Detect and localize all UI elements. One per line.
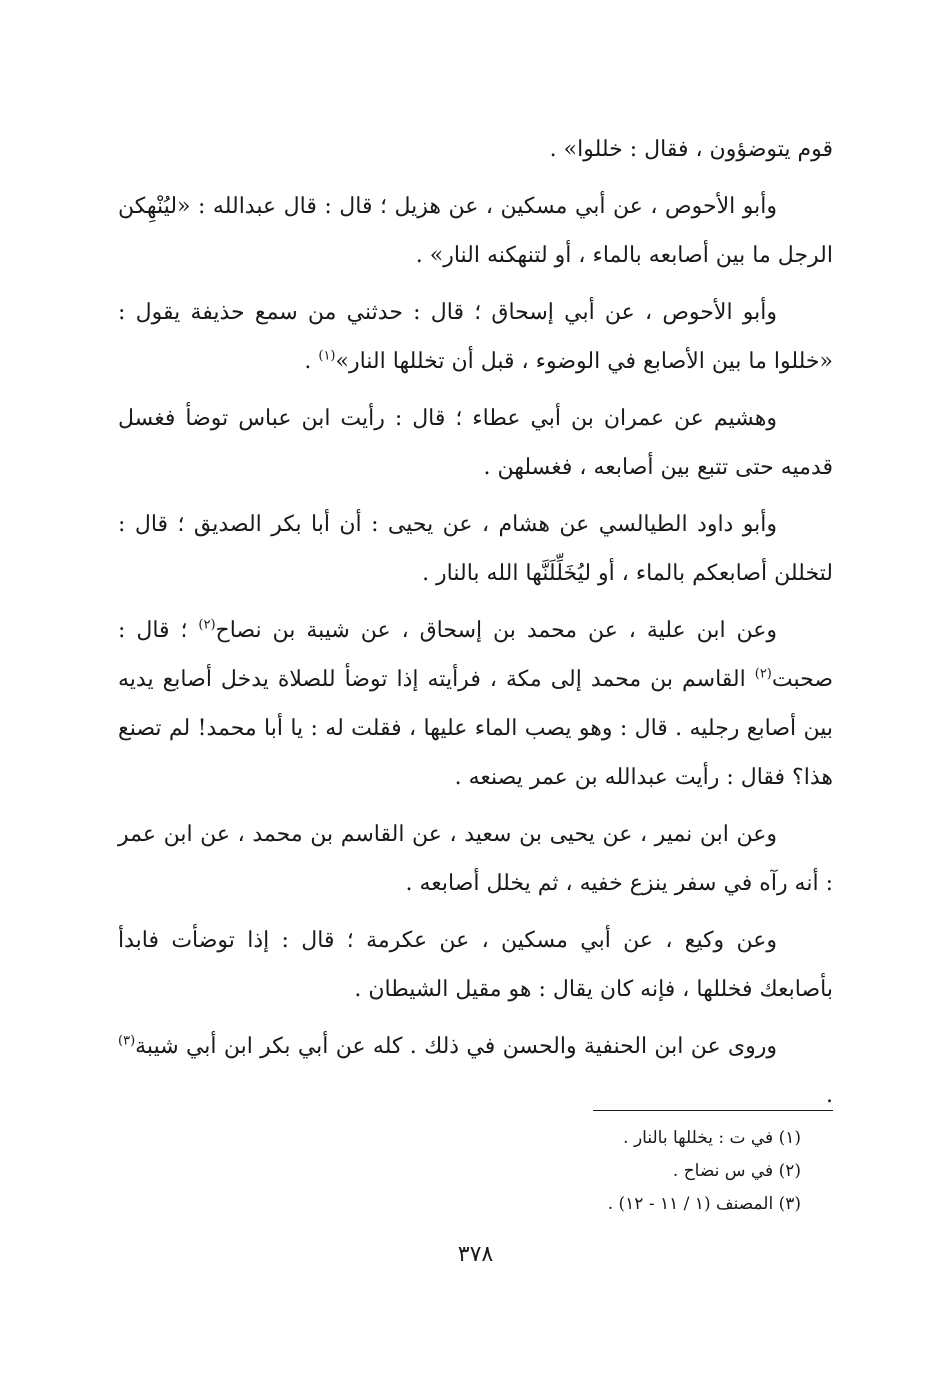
paragraph-4: [118, 394, 833, 492]
footnote-ref: (٢): [198, 617, 216, 633]
paragraph-9: [118, 1022, 833, 1120]
paragraph-text: وأبو داود الطيالسي عن هشام ، عن يحيى : أن أبا بكر الصديق ؛ قال : لتخللن أصابعكم بالماء ، أو ليُخَلِّلَنَّها الله بالنار .: [118, 512, 833, 586]
paragraph-text: وأبو الأحوص ، عن أبي مسكين ، عن هزيل ؛ قال : قال عبدالله : «ليُنْهِكن الرجل ما بين أصابعه بالماء ، أو لتنهكنه النار» .: [118, 194, 833, 268]
footnote-1: (١) في ت : يخللها بالنار .: [623, 1128, 801, 1148]
paragraph-text: وهشيم عن عمران بن أبي عطاء ؛ قال : رأيت ابن عباس توضأ فغسل قدميه حتى تتبع بين أصابعه ، فغسلهن .: [118, 406, 833, 480]
paragraph-text: وروى عن ابن الحنفية والحسن في ذلك . كله عن أبي بكر ابن أبي شيبة: [135, 1034, 777, 1059]
paragraph-6: [118, 606, 833, 802]
main-text: [118, 125, 833, 1128]
paragraph-7: [118, 810, 833, 908]
paragraph-text: قوم يتوضؤون ، فقال : خللوا» .: [549, 137, 833, 162]
paragraph-5: [118, 500, 833, 598]
footnote-separator: [593, 1110, 833, 1111]
footnote-ref: (٢): [754, 666, 772, 682]
paragraph-1: [118, 125, 833, 174]
paragraph-8: [118, 916, 833, 1014]
page-number: ٣٧٨: [457, 1242, 494, 1267]
paragraph-tail: .: [826, 1083, 833, 1108]
paragraph-tail: .: [304, 349, 319, 374]
paragraph-3: [118, 288, 833, 386]
paragraph-text: وعن ابن علية ، عن محمد بن إسحاق ، عن شيبة بن نصاح: [215, 618, 777, 643]
paragraph-2: [118, 182, 833, 280]
paragraph-text: ؛ قال : صحبت: [118, 618, 833, 692]
footnote-3: (٣) المصنف (١ / ١١ - ١٢) .: [607, 1194, 801, 1214]
paragraph-text: وعن وكيع ، عن أبي مسكين ، عن عكرمة ؛ قال : إذا توضأت فابدأ بأصابعك فخللها ، فإنه كان يقال : هو مقيل الشيطان .: [118, 928, 833, 1002]
paragraph-text: القاسم بن محمد إلى مكة ، فرأيته إذا توضأ للصلاة يدخل أصابع يديه بين أصابع رجليه . قال : وهو يصب الماء عليها ، فقلت له : يا أبا محمد! لم تصنع هذا؟ فقال : رأيت عبدالله بن عمر يصنعه .: [118, 667, 833, 790]
paragraph-text: وعن ابن نمير ، عن يحيى بن سعيد ، عن القاسم بن محمد ، عن ابن عمر : أنه رآه في سفر ينزع خفيه ، ثم يخلل أصابعه .: [118, 822, 833, 896]
footnote-ref: (١): [318, 348, 336, 364]
footnotes: [608, 1122, 801, 1221]
footnote-2: (٢) في س نضاح .: [672, 1161, 801, 1181]
paragraph-text: وأبو الأحوص ، عن أبي إسحاق ؛ قال : حدثني من سمع حذيفة يقول : «خللوا ما بين الأصابع في الوضوء ، قبل أن تخللها النار»: [118, 300, 833, 374]
footnote-ref: (٣): [118, 1033, 136, 1049]
